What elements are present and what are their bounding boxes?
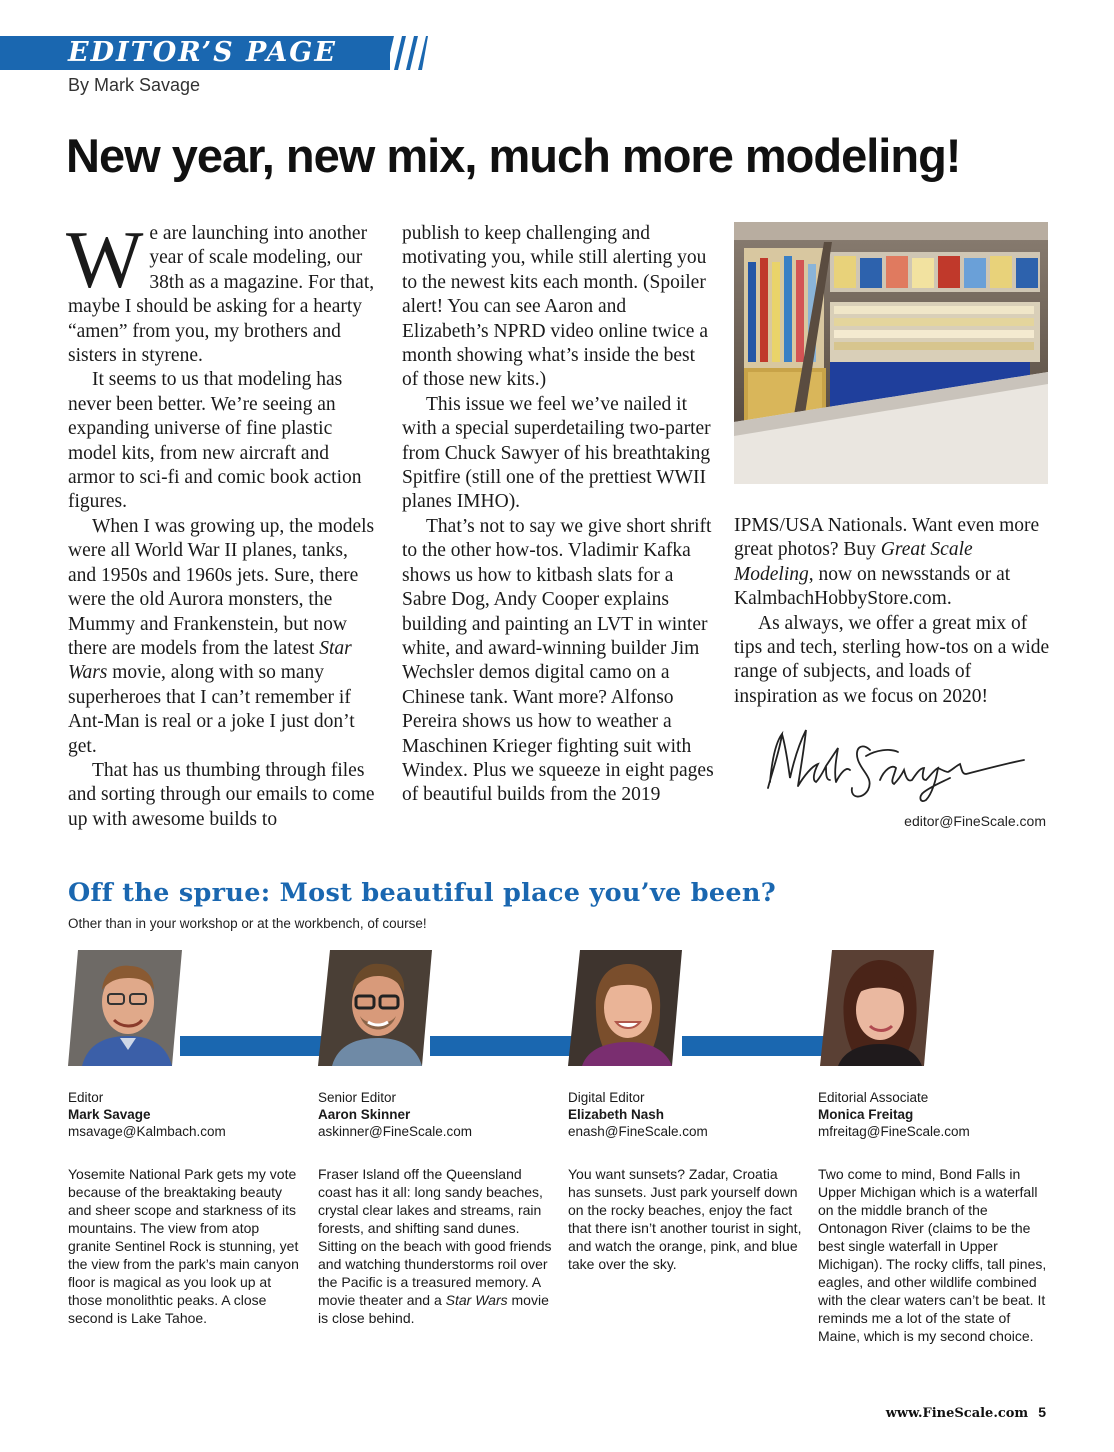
article-paragraph: This issue we feel we’ve nailed it with a special superdetailing two-parter from Chuck Sawyer of his breathtaking Spitfire (still one of the prettiest WWII planes IMHO). xyxy=(402,393,711,513)
article-paragraph: publish to keep challenging and motivating you, while still alerting you to the newest kits each month. (Spoiler alert! You can see Aaron and Elizabeth’s NPRD video online twice a month showing what’s inside the best of those new kits.) xyxy=(402,223,708,391)
page-footer xyxy=(886,1404,1046,1421)
article-paragraph: It seems to us that modeling has never been better. We’re seeing an expanding universe of fine plastic model kits, from new aircraft and armor to sci-fi and comic book action figures. xyxy=(68,369,362,513)
drop-cap: W xyxy=(66,214,144,305)
editor-signature xyxy=(742,720,1042,810)
portrait-mark-savage xyxy=(68,950,182,1066)
staff-answer: Fraser Island off the Queensland coast has it all: long sandy beaches, crystal clear lakes and streams, rain forests, and shifting sand dunes. Sitting on the beach with good friends and watching thunderstorms roil over the Pacific is a treasured memory. A movie theater and a Star Wars movie is close behind. xyxy=(318,1166,552,1326)
banner-stripes-decoration xyxy=(378,36,428,70)
connector-bar xyxy=(430,1036,572,1056)
staff-email[interactable]: msavage@Kalmbach.com xyxy=(68,1124,226,1139)
article-paragraph: When I was growing up, the models were all World War II planes, tanks, and 1950s and 1960s jets. Sure, there were the old Aurora monsters, the Mummy and Frankenstein, but now there are models from the latest Star Wars movie, along with so many superheroes that I can’t remember if Ant-Man is real or a joke I just don’t get. xyxy=(68,515,375,757)
headline: New year, new mix, much more modeling! xyxy=(66,129,961,182)
article-paragraph: That’s not to say we give short shrift to the other how-tos. Vladimir Kafka shows us how to kitbash slats for a Sabre Dog, Andy Cooper explains building and painting an LVT in winter white, and award-winning builder Jim Wechsler demos digital camo on a Chinese tank. Want more? Alfonso Pereira shows us how to weather a Maschinen Krieger fighting suit with Windex. Plus we squeeze in eight pages of beautiful builds from the 2019 xyxy=(402,515,714,806)
byline: By Mark Savage xyxy=(68,75,201,95)
staff-card-editor xyxy=(68,1089,308,1140)
staff-card-editorial-associate xyxy=(818,1089,1058,1140)
portrait-elizabeth-nash xyxy=(568,950,682,1066)
footer-url[interactable]: www.FineScale.com xyxy=(885,1406,1029,1421)
editor-email[interactable]: editor@FineScale.com xyxy=(904,813,1046,829)
staff-role: Editorial Associate xyxy=(818,1090,929,1105)
page-number: 5 xyxy=(1038,1404,1046,1420)
staff-name: Mark Savage xyxy=(68,1107,151,1122)
staff-name: Aaron Skinner xyxy=(318,1107,411,1122)
staff-email[interactable]: askinner@FineScale.com xyxy=(318,1124,473,1139)
sprue-title: Off the sprue: Most beautiful place you’ve been? xyxy=(68,878,777,908)
staff-role: Digital Editor xyxy=(568,1090,645,1105)
connector-bar xyxy=(180,1036,322,1056)
article-paragraph: IPMS/USA Nationals. Want even more great photos? Buy Great Scale Modeling, now on newsstands or at KalmbachHobbyStore.com. xyxy=(734,515,1040,610)
staff-role: Senior Editor xyxy=(318,1090,397,1105)
staff-name: Elizabeth Nash xyxy=(568,1107,665,1122)
article-column-2 xyxy=(402,222,714,808)
portrait-monica-freitag xyxy=(820,950,934,1066)
article-paragraph: As always, we offer a great mix of tips and tech, sterling how-tos on a wide range of subjects, and loads of inspiration as we focus on 2020! xyxy=(734,612,1050,707)
staff-answer: You want sunsets? Zadar, Croatia has sunsets. Just park yourself down on the rocky beaches, enjoy the fact that there isn’t another tourist in sight, and watch the orange, pink, and blue take over the sky. xyxy=(568,1166,802,1272)
connector-bar xyxy=(682,1036,824,1056)
staff-email[interactable]: mfreitag@FineScale.com xyxy=(818,1124,970,1139)
file-drawer-photo xyxy=(734,222,1048,484)
section-title: EDITOR’S PAGE xyxy=(68,37,337,68)
staff-name: Monica Freitag xyxy=(818,1107,914,1122)
article-paragraph: We are launching into another year of scale modeling, our 38th as a magazine. For that, maybe I should be asking for a hearty “amen” from you, my brothers and sisters in styrene. xyxy=(66,214,375,367)
staff-answer: Two come to mind, Bond Falls in Upper Michigan which is a waterfall on the middle branch of the Ontonagon River (claims to be the best single waterfall in Upper Michigan). The rocky cliffs, tall pines, eagles, and other wildlife combined with the clear waters can’t be beat. It reminds me a lot of the state of Maine, which is my second choice. xyxy=(818,1166,1047,1344)
staff-email[interactable]: enash@FineScale.com xyxy=(568,1124,708,1139)
staff-card-digital-editor xyxy=(568,1089,808,1140)
article-paragraph: That has us thumbing through files and sorting through our emails to come up with awesome builds to xyxy=(68,759,375,830)
staff-card-senior-editor xyxy=(318,1089,558,1140)
staff-answer: Yosemite National Park gets my vote because of the breaktaking beauty and sheer scope and starkness of its mountains. The view from atop granite Sentinel Rock is stunning, yet the view from the park’s main canyon floor is magical as you look up at those monolithtic peaks. A close second is Lake Tahoe. xyxy=(68,1166,299,1326)
portrait-aaron-skinner xyxy=(318,950,432,1066)
sprue-subtitle: Other than in your workshop or at the workbench, of course! xyxy=(68,916,427,931)
article-column-1 xyxy=(66,214,380,832)
staff-role: Editor xyxy=(68,1090,104,1105)
article-column-3 xyxy=(734,514,1050,709)
